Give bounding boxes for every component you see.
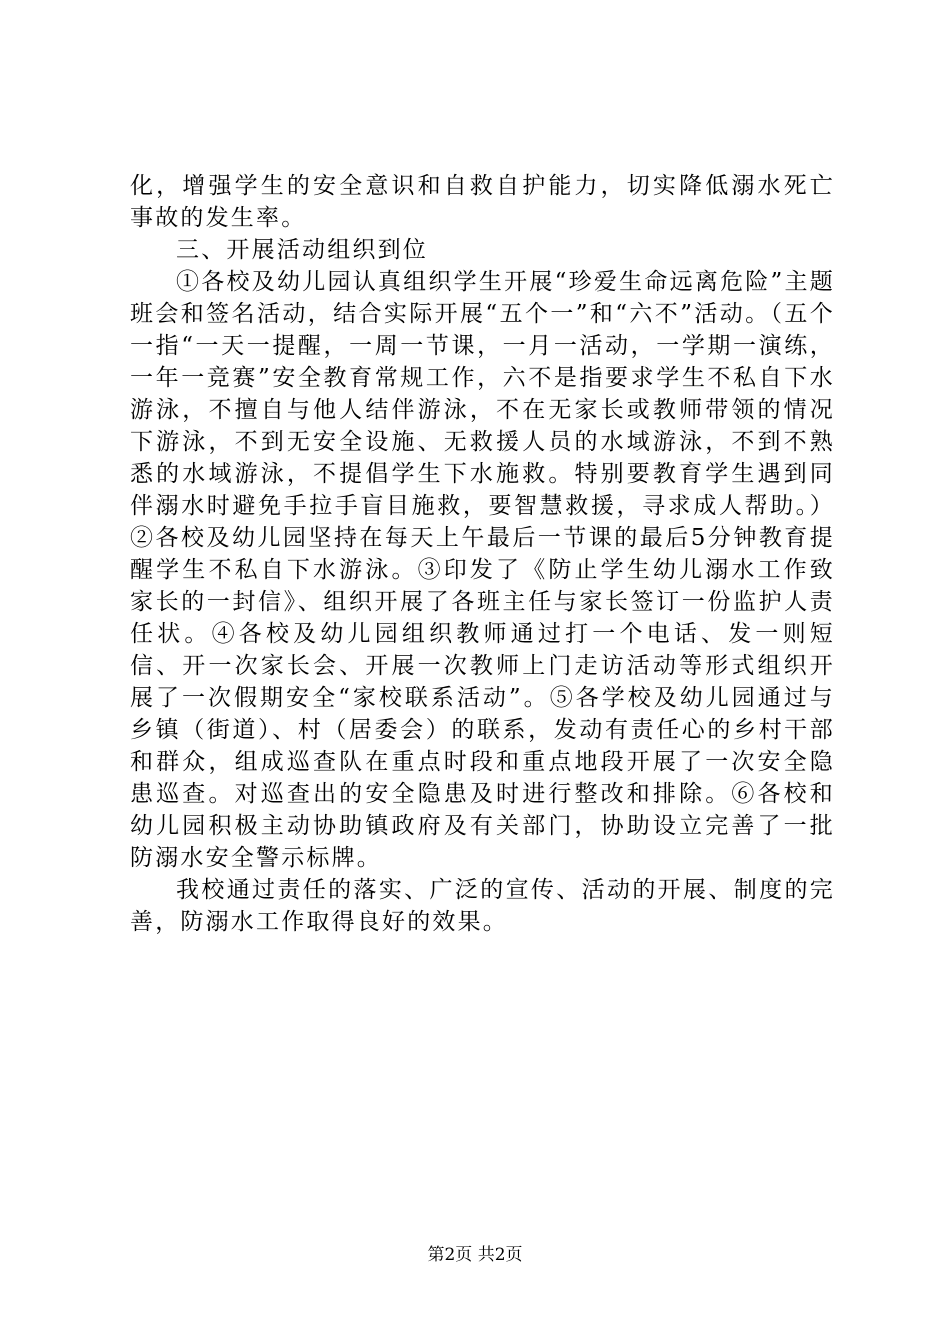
- paragraph-conclusion: 我校通过责任的落实、广泛的宣传、活动的开展、制度的完善，防溺水工作取得良好的效果。: [130, 877, 835, 935]
- paragraph-activities: ①各校及幼儿园认真组织学生开展“珍爱生命远离危险”主题班会和签名活动，结合实际开展“五个一”和“六不”活动。（五个一指“一天一提醒，一周一节课，一月一活动，一学期一演练，一年一竞赛”安全教育常规工作，六不是指要求学生不私自下水游泳，不擅自与他人结伴游泳，不在无家长或教师带领的情况下游泳，不到无安全设施、无救援人员的水域游泳，不到不熟悉的水域游泳，不提倡学生下水施救。特别要教育学生遇到同伴溺水时避免手拉手盲目施救，要智慧救援，寻求成人帮助。）②各校及幼儿园坚持在每天上午最后一节课的最后5分钟教育提醒学生不私自下水游泳。③印发了《防止学生幼儿溺水工作致家长的一封信》、组织开展了各班主任与家长签订一份监护人责任状。④各校及幼儿园组织教师通过打一个电话、发一则短信、开一次家长会、开展一次教师上门走访活动等形式组织开展了一次假期安全“家校联系活动”。⑤各学校及幼儿园通过与乡镇（街道）、村（居委会）的联系，发动有责任心的乡村干部和群众，组成巡查队在重点时段和重点地段开展了一次安全隐患巡查。对巡查出的安全隐患及时进行整改和排除。⑥各校和幼儿园积极主动协助镇政府及有关部门，协助设立完善了一批防溺水安全警示标牌。: [130, 269, 835, 871]
- page-number: 第2页 共2页: [427, 1245, 523, 1265]
- page-footer: [0, 1244, 950, 1266]
- section-heading: 三、开展活动组织到位: [176, 237, 428, 263]
- paragraph-continuation: 化，增强学生的安全意识和自救自护能力，切实降低溺水死亡事故的发生率。: [130, 173, 835, 231]
- document-body: [130, 170, 835, 938]
